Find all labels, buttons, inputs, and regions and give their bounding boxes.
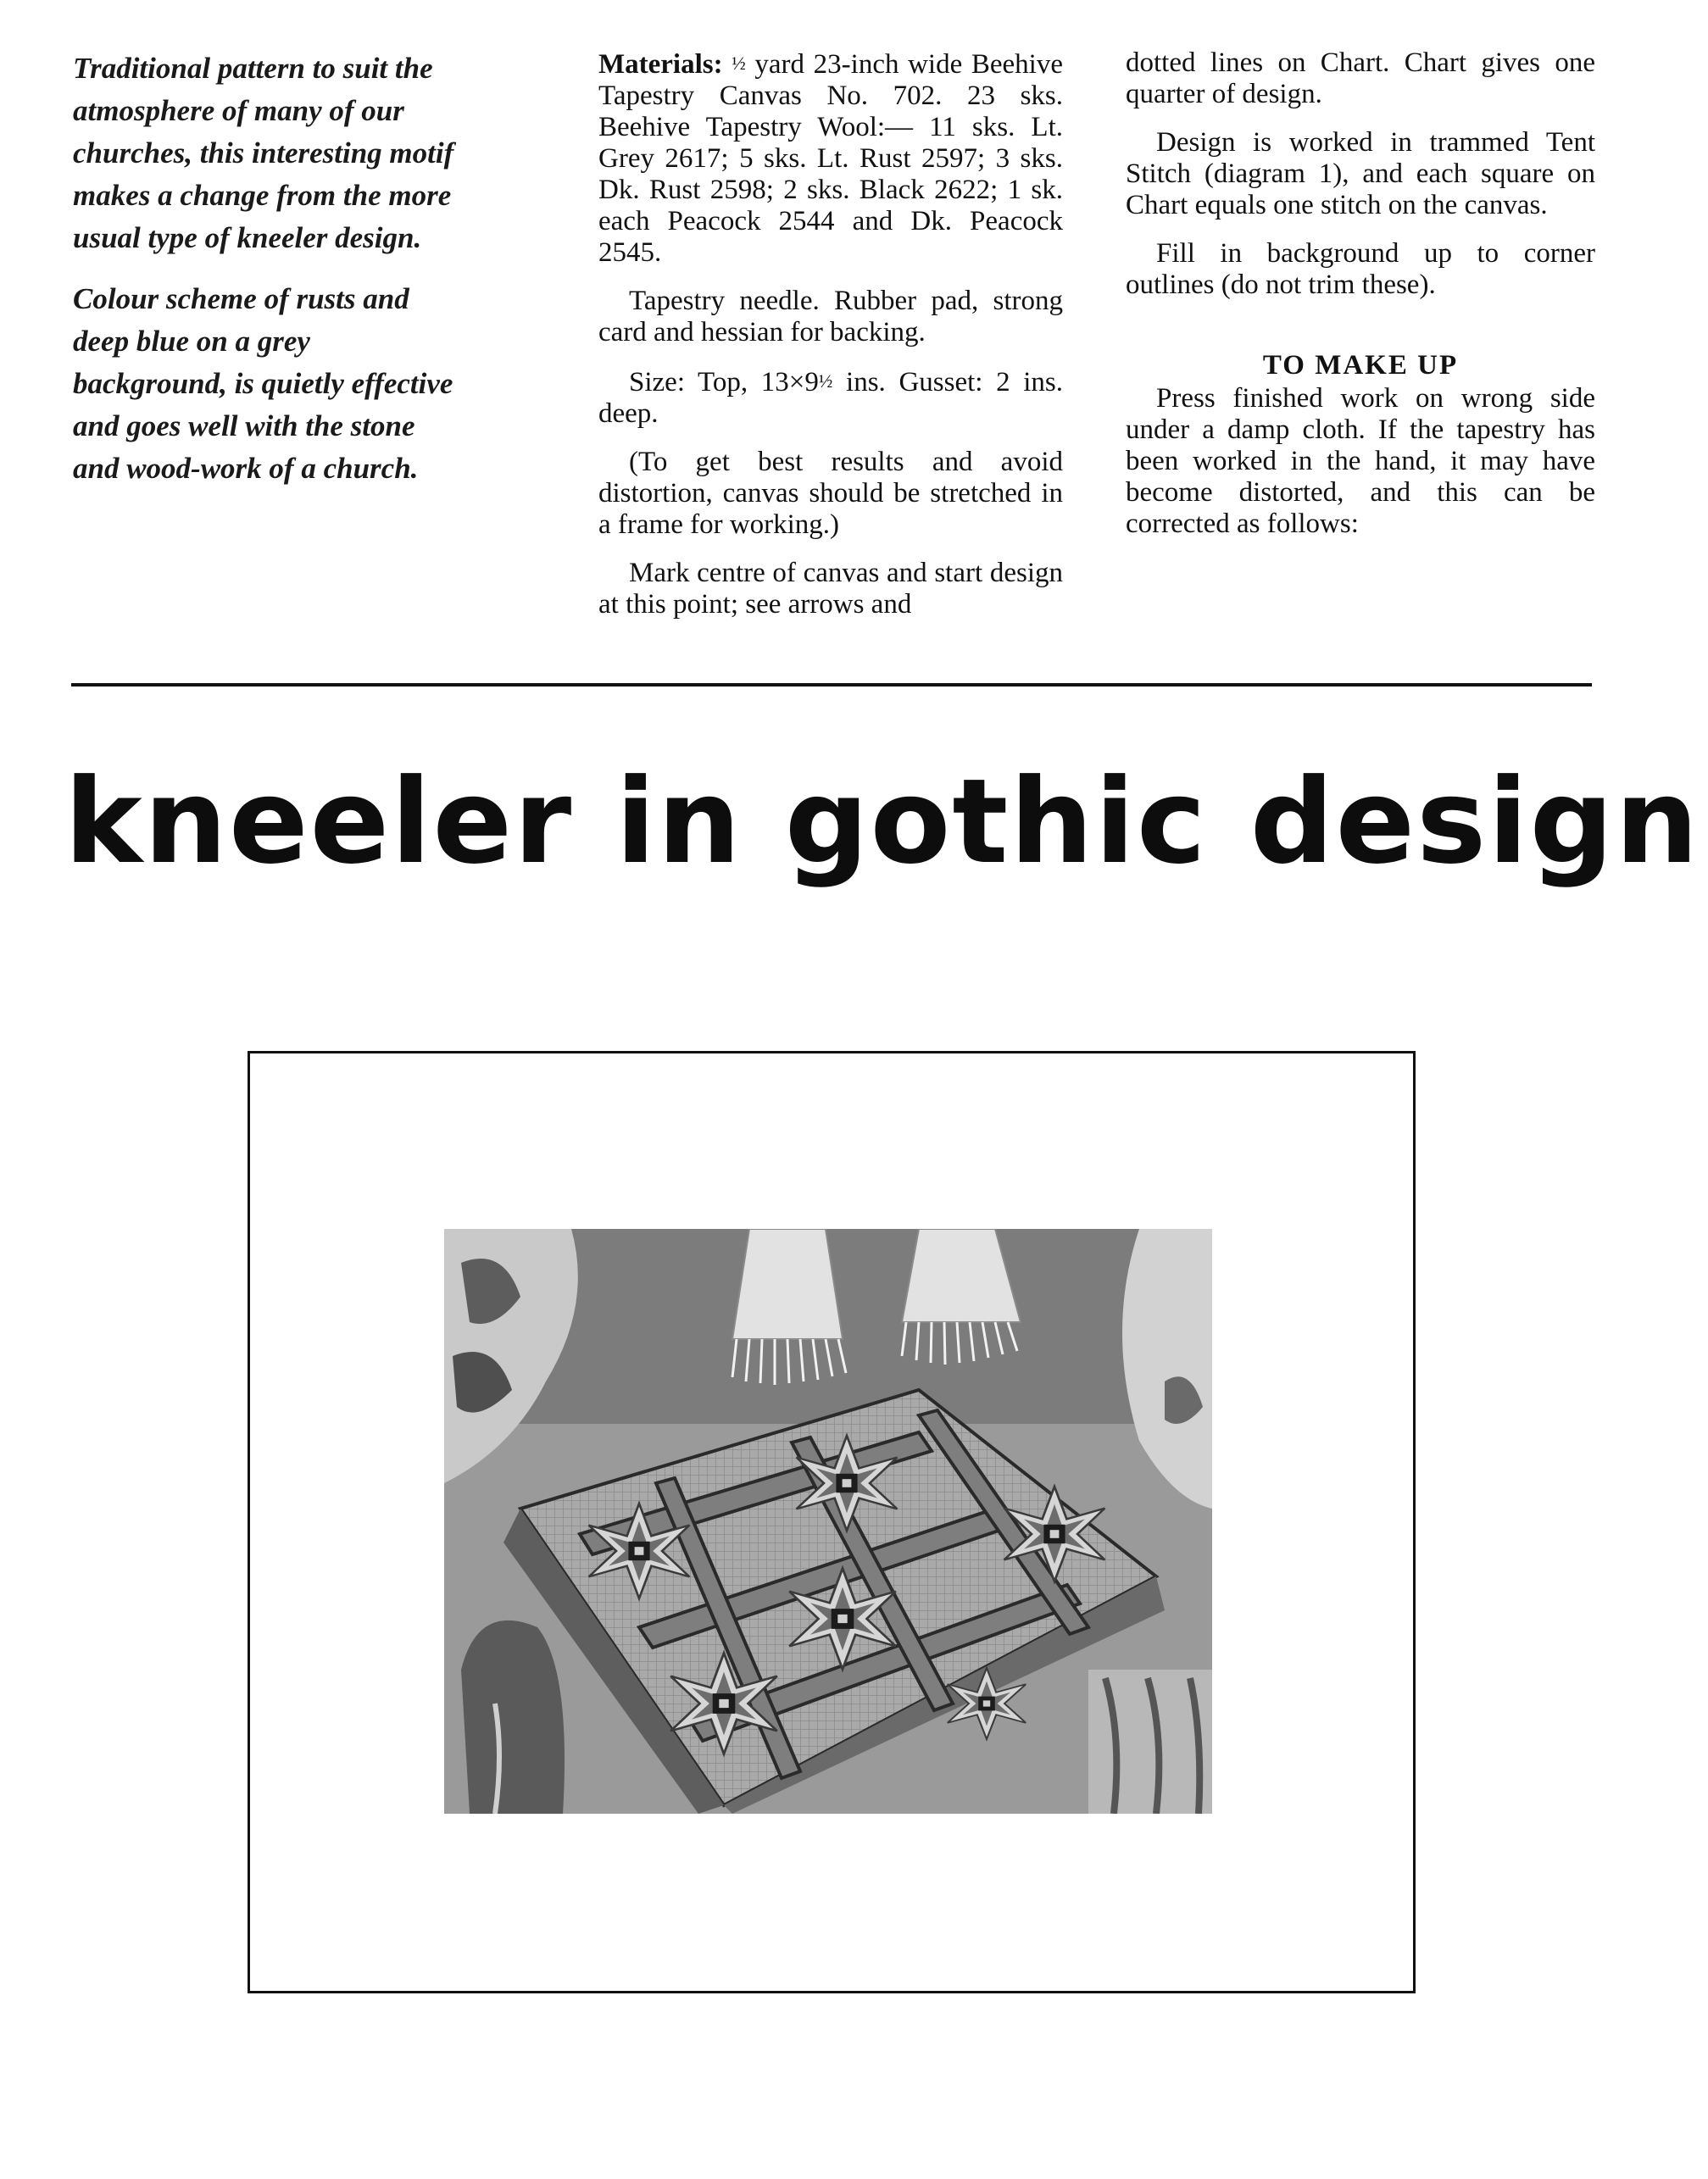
- fill-paragraph: Fill in background up to corner outlines (do not trim these).: [1126, 238, 1595, 300]
- kneeler-photo: [444, 1229, 1212, 1814]
- frame-note-paragraph: (To get best results and avoid distortion, canvas should be stretched in a frame for working.): [598, 447, 1063, 540]
- materials-text: yard 23-inch wide Beehive Tapestry Canvas No. 702. 23 sks. Beehive Tapestry Wool:— 11 sks. Lt. Grey 2617; 5 sks. Lt. Rust 2597; 3 sks. Dk. Rust 2598; 2 sks. Black 2622; 1 sk. each Peacock 2544 and Dk. Peacock 2545.: [598, 49, 1064, 268]
- kneeler-photo-illustration: [444, 1229, 1212, 1814]
- materials-label: Materials:: [598, 49, 723, 80]
- intro-paragraph-1: Traditional pattern to suit the atmosphere of many of our churches, this interesting motif makes a change from the more usual type of kneeler design.: [73, 52, 454, 254]
- size-fraction: ½: [818, 370, 833, 392]
- make-up-heading: TO MAKE UP: [1262, 350, 1459, 381]
- size-text-post: ins. Gusset: 2 ins. deep.: [598, 367, 1063, 429]
- stitch-paragraph: Design is worked in trammed Tent Stitch (diagram 1), and each square on Chart equals one stitch on the canvas.: [1126, 127, 1595, 220]
- make-up-paragraph: Press finished work on wrong side under a damp cloth. If the tapestry has been worked in the hand, it may have become distorted, and this can be corrected as follows:: [1126, 383, 1595, 539]
- intro-column: [73, 47, 463, 509]
- intro-paragraph-2: Colour scheme of rusts and deep blue on a grey background, is quietly effective and goes well with the stone and wood-work of a church.: [73, 282, 453, 485]
- materials-paragraph: [598, 47, 1063, 269]
- needle-paragraph: Tapestry needle. Rubber pad, strong card and hessian for backing.: [598, 286, 1063, 347]
- page-title: kneeler in gothic design: [64, 753, 1700, 890]
- materials-column: [598, 47, 1063, 637]
- mark-centre-paragraph: Mark centre of canvas and start design at this point; see arrows and: [598, 558, 1063, 620]
- materials-fraction: ½: [732, 53, 746, 74]
- make-up-column: [1126, 47, 1595, 557]
- chart-note-paragraph: dotted lines on Chart. Chart gives one quarter of design.: [1126, 47, 1595, 109]
- size-paragraph: [598, 365, 1063, 430]
- section-divider: [71, 683, 1592, 686]
- size-text-pre: Size: Top, 13×9: [629, 367, 819, 397]
